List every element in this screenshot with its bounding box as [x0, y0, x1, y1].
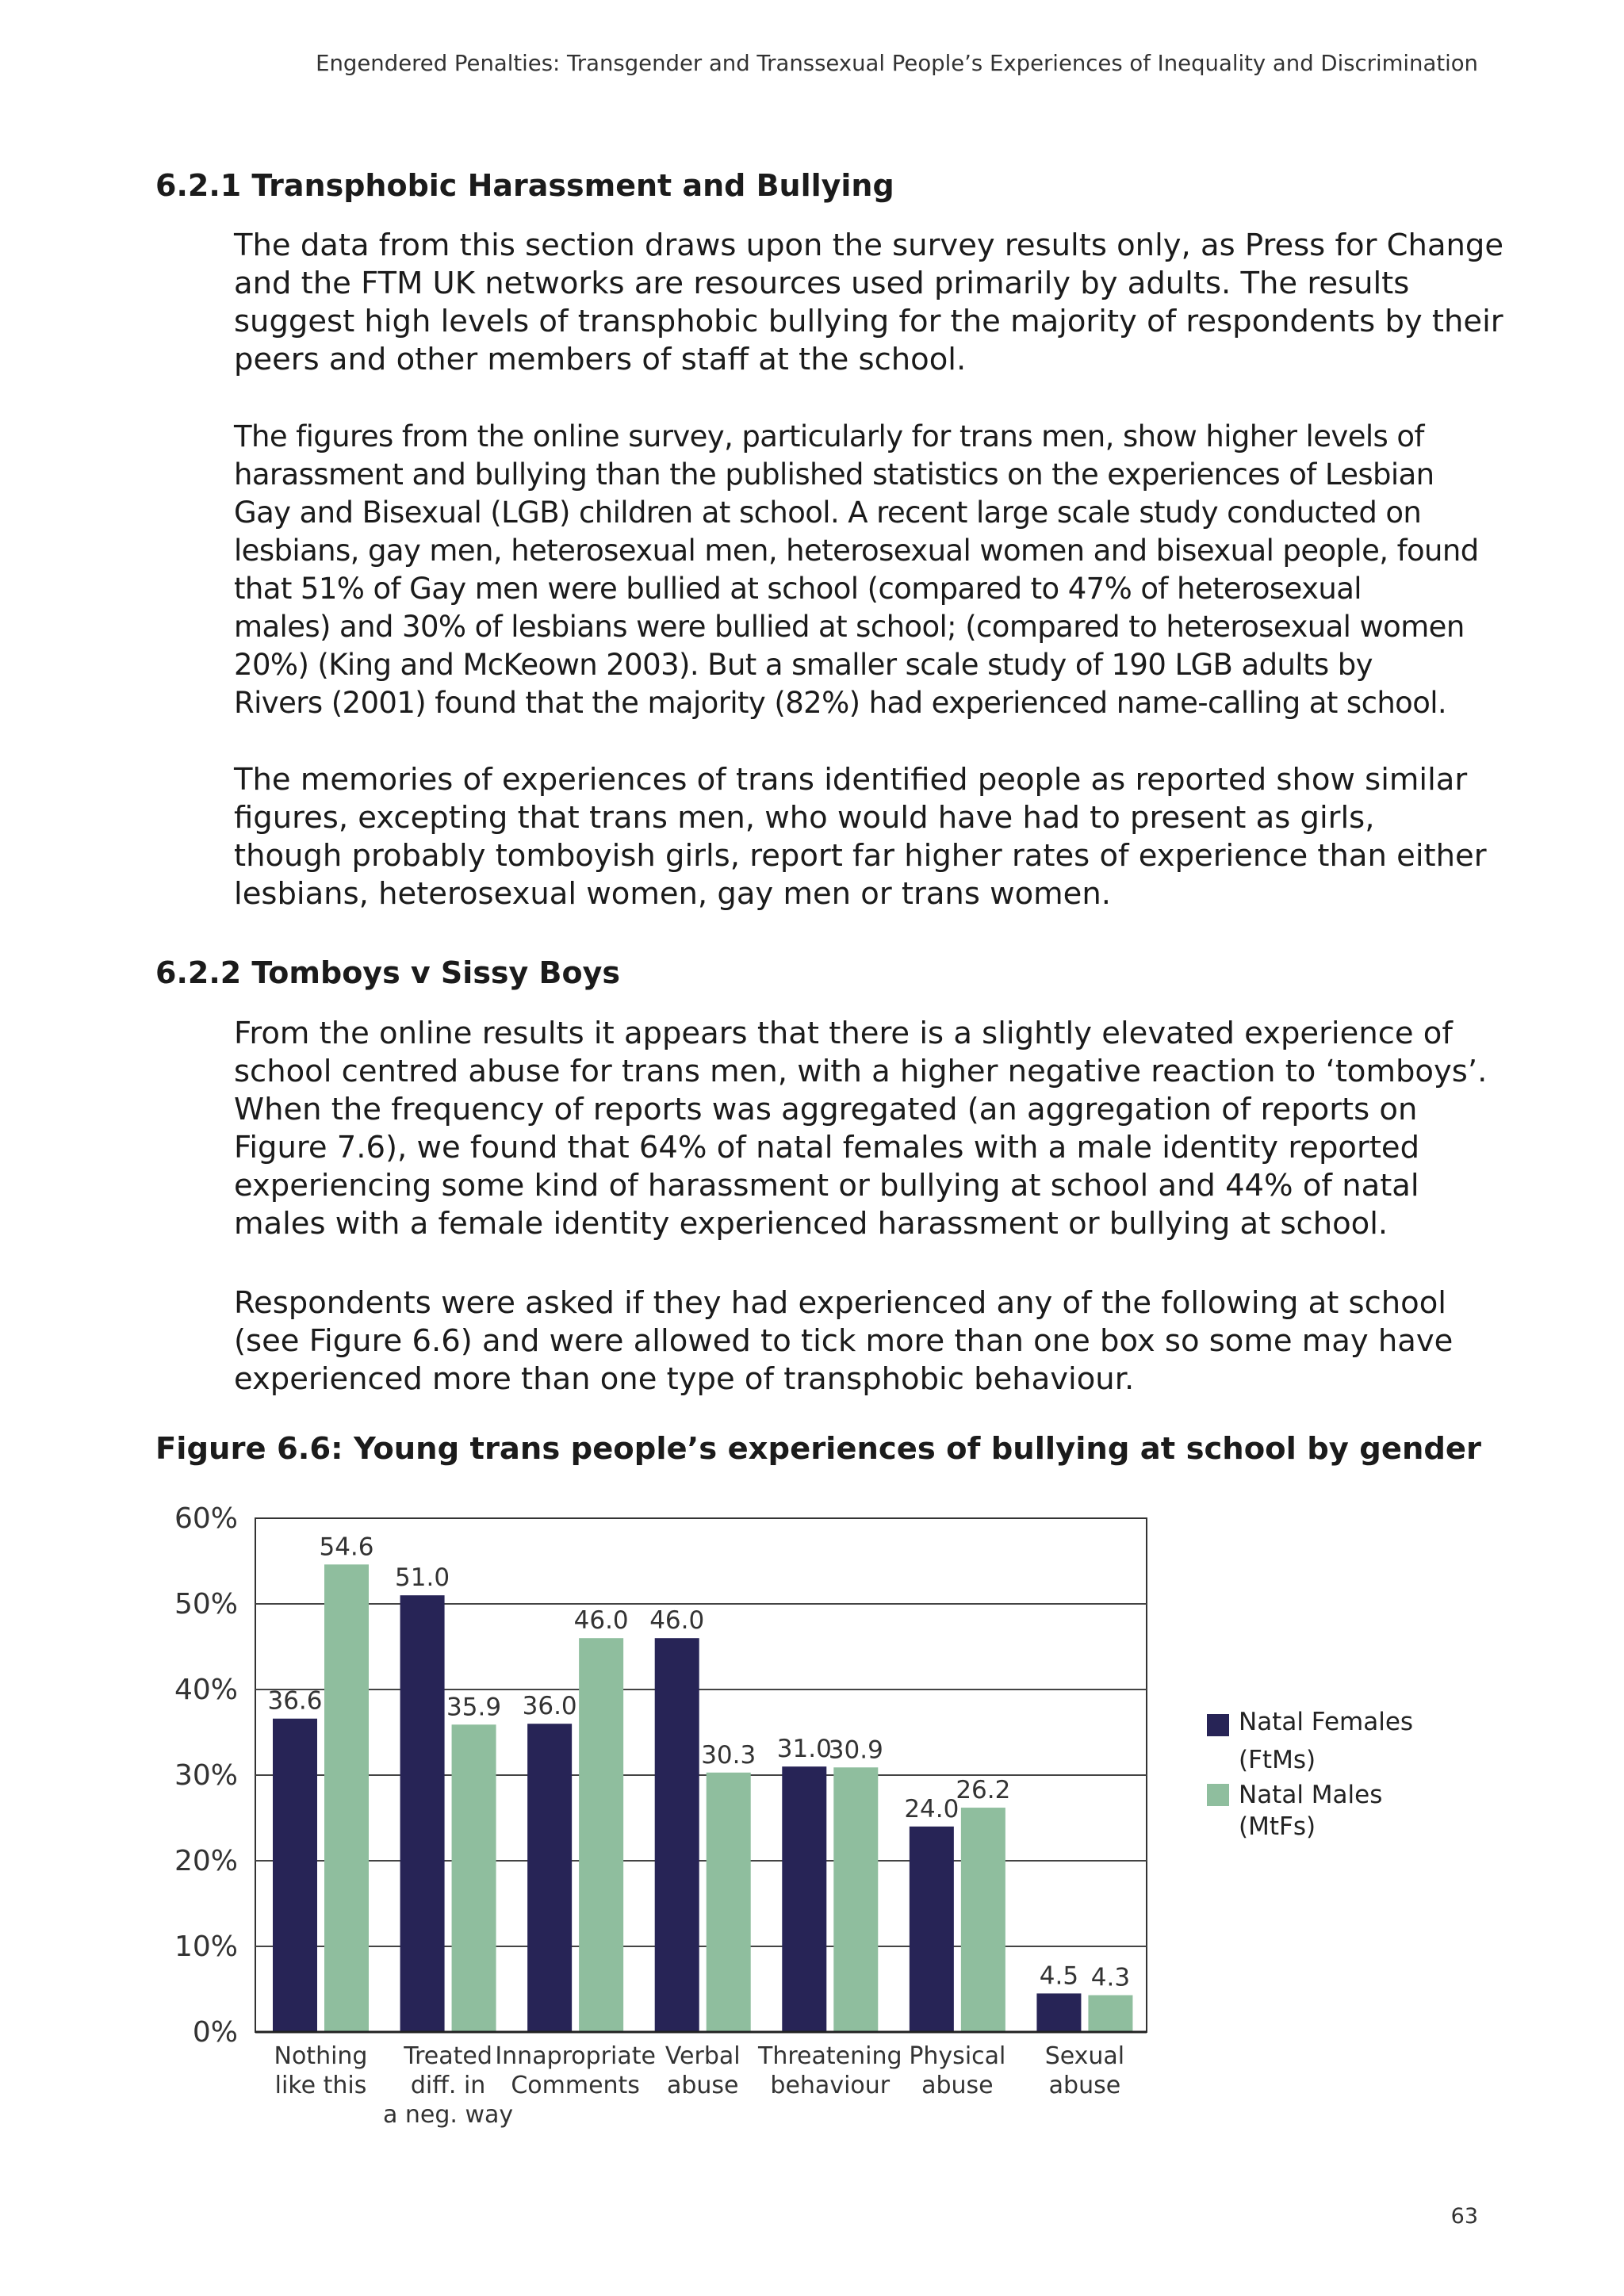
x-tick-label: abuse [666, 2072, 739, 2099]
x-tick-label: like this [274, 2072, 367, 2099]
text-line: The figures from the online survey, particularly for trans men, show higher levels of [234, 419, 1424, 453]
bar [1088, 1996, 1132, 2032]
text-line: Respondents were asked if they had experienced any of the following at school [234, 1285, 1446, 1321]
text-line: males with a female identity experienced harassment or bullying at school. [234, 1206, 1388, 1242]
y-tick-label: 60% [174, 1502, 238, 1535]
text-line: figures, excepting that trans men, who would have had to present as girls, [234, 800, 1375, 836]
bar [579, 1638, 623, 2032]
bar [400, 1595, 445, 2032]
data-label: 46.0 [649, 1606, 705, 1636]
text-line: lesbians, gay men, heterosexual men, heterosexual women and bisexual people, found [234, 534, 1479, 568]
text-line: peers and other members of staff at the school. [234, 342, 967, 377]
data-label: 35.9 [446, 1693, 502, 1722]
data-label: 36.0 [522, 1692, 577, 1721]
data-label: 31.0 [776, 1735, 832, 1764]
running-head: Engendered Penalties: Transgender and Transsexual People’s Experiences of Inequality and Discrimination [316, 51, 1478, 76]
bar [1036, 1993, 1081, 2032]
legend-label-line: Natal Females [1239, 1708, 1414, 1736]
text-line: experiencing some kind of harassment or bullying at school and 44% of natal [234, 1168, 1419, 1203]
x-tick-label: Threatening [758, 2042, 902, 2070]
text-line: males) and 30% of lesbians were bullied at school; (compared to heterosexual women [234, 610, 1465, 644]
bar [833, 1767, 878, 2032]
figure-caption: Figure 6.6: Young trans people’s experiences of bullying at school by gender [155, 1431, 1482, 1467]
data-label: 36.6 [267, 1686, 323, 1716]
data-label: 24.0 [904, 1794, 959, 1823]
legend-item-natal-females [1207, 1703, 1413, 1779]
data-label: 54.6 [319, 1533, 374, 1562]
y-tick-label: 10% [174, 1931, 238, 1963]
x-tick-label: Nothing [274, 2042, 368, 2070]
y-tick-label: 50% [174, 1588, 238, 1621]
x-tick-label: Treated [404, 2042, 492, 2070]
text-line: The data from this section draws upon the survey results only, as Press for Change [234, 228, 1504, 263]
y-tick-label: 20% [174, 1845, 238, 1877]
bar [961, 1808, 1005, 2032]
text-line: Rivers (2001) found that the majority (82%) had experienced name-calling at school. [234, 686, 1447, 720]
text-line: that 51% of Gay men were bullied at school (compared to 47% of heterosexual [234, 572, 1362, 606]
legend-swatch-natal-females [1207, 1714, 1229, 1736]
bar [655, 1638, 699, 2032]
section-heading-6-2-2: 6.2.2 Tomboys v Sissy Boys [155, 955, 621, 990]
x-tick-label: abuse [921, 2072, 994, 2099]
x-tick-label: diff. in [410, 2072, 486, 2099]
text-line: experienced more than one type of transphobic behaviour. [234, 1361, 1135, 1397]
text-line: harassment and bullying than the published statistics on the experiences of Lesbian [234, 457, 1434, 492]
x-tick-label: Comments [511, 2072, 640, 2099]
bar [782, 1766, 826, 2032]
y-tick-label: 40% [174, 1674, 238, 1706]
x-tick-label: Innapropriate [495, 2042, 656, 2070]
data-label: 26.2 [956, 1776, 1011, 1805]
x-tick-label: Verbal [665, 2042, 741, 2070]
chart-legend [1207, 1703, 1413, 1843]
legend-swatch-natal-males [1207, 1784, 1229, 1806]
bar [527, 1724, 572, 2032]
text-line: When the frequency of reports was aggregated (an aggregation of reports on [234, 1092, 1418, 1127]
text-line: school centred abuse for trans men, with a higher negative reaction to ‘tomboys’. [234, 1054, 1488, 1089]
text-line: and the FTM UK networks are resources used primarily by adults. The results [234, 266, 1410, 301]
text-line: lesbians, heterosexual women, gay men or trans women. [234, 876, 1111, 912]
x-tick-label: abuse [1048, 2072, 1121, 2099]
text-line: suggest high levels of transphobic bullying for the majority of respondents by their [234, 304, 1503, 339]
text-line: Gay and Bisexual (LGB) children at school. A recent large scale study conducted on [234, 496, 1422, 530]
text-line: (see Figure 6.6) and were allowed to tick more than one box so some may have [234, 1323, 1454, 1359]
data-label: 30.3 [701, 1740, 756, 1770]
legend-label-line: (MtFs) [1239, 1812, 1316, 1841]
bar [452, 1724, 496, 2032]
data-label: 51.0 [395, 1563, 450, 1593]
data-label: 46.0 [573, 1606, 629, 1636]
legend-label-line: Natal Males [1239, 1781, 1383, 1809]
y-tick-label: 30% [174, 1759, 238, 1792]
text-line: 20%) (King and McKeown 2003). But a smaller scale study of 190 LGB adults by [234, 648, 1373, 682]
text-line: The memories of experiences of trans identified people as reported show similar [234, 762, 1468, 798]
x-tick-label: behaviour [770, 2072, 891, 2099]
page-number: 63 [1450, 2204, 1478, 2229]
legend-item-natal-males [1207, 1779, 1413, 1843]
text-line: Figure 7.6), we found that 64% of natal females with a male identity reported [234, 1130, 1420, 1165]
x-tick-label: Sexual [1044, 2042, 1125, 2070]
legend-label-line: (FtMs) [1239, 1746, 1316, 1774]
y-tick-label: 0% [192, 2016, 238, 2049]
bar [324, 1564, 369, 2032]
text-line: From the online results it appears that there is a slightly elevated experience of [234, 1016, 1453, 1051]
bar [910, 1827, 954, 2032]
x-tick-label: a neg. way [382, 2101, 514, 2129]
bar [707, 1773, 751, 2032]
x-tick-label: Physical [909, 2042, 1006, 2070]
bar [273, 1719, 317, 2032]
text-line: though probably tomboyish girls, report far higher rates of experience than either [234, 838, 1487, 874]
data-label: 4.5 [1039, 1961, 1079, 1991]
section-heading-6-2-1: 6.2.1 Transphobic Harassment and Bullying [155, 168, 894, 203]
data-label: 4.3 [1090, 1963, 1131, 1992]
data-label: 30.9 [828, 1735, 883, 1765]
